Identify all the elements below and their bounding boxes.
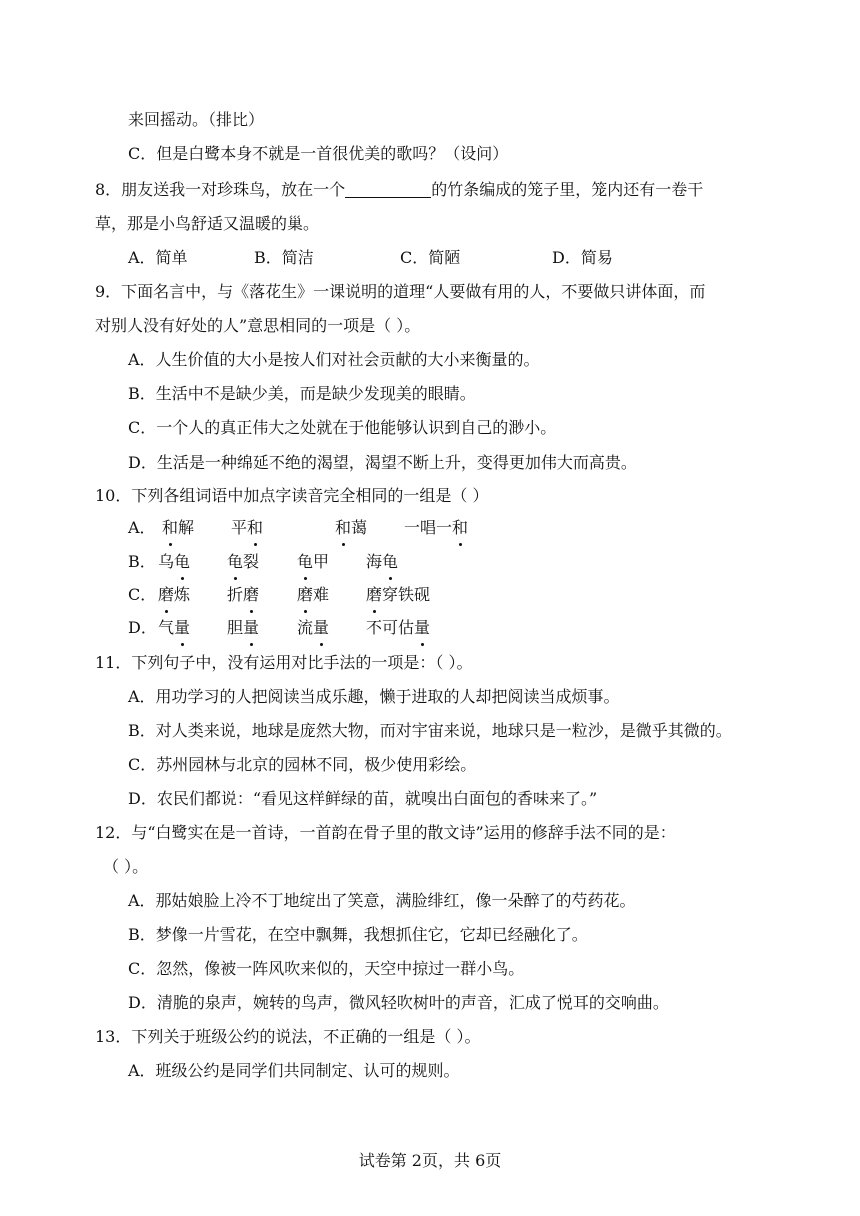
word-1: 气量 <box>158 618 191 637</box>
dotted-character: 量 <box>414 618 431 637</box>
dotted-character: 量 <box>174 618 191 637</box>
question-11-option-a: A．用功学习的人把阅读当成乐趣，懒于进取的人却把阅读当成烦事。 <box>128 687 620 706</box>
question-12-option-d: D．清脆的泉声，婉转的鸟声，微风轻吹树叶的声音，汇成了悦耳的交响曲。 <box>128 993 669 1012</box>
question-12-stem-line2: （ ）。 <box>103 857 149 876</box>
dotted-character: 龟 <box>174 552 191 571</box>
page-footer: 试卷第 2页，共 6页 <box>358 1151 502 1170</box>
word-3: 和蔼 <box>335 518 368 537</box>
question-11-stem: 11．下列句子中，没有运用对比手法的一项是：（ ）。 <box>95 653 473 672</box>
option-label: C． <box>128 585 157 604</box>
question-13-option-a: A．班级公约是同学们共同制定、认可的规则。 <box>128 1061 460 1080</box>
dotted-character: 量 <box>243 618 260 637</box>
question-9-option-d: D．生活是一种绵延不绝的渴望，渴望不断上升，变得更加伟大而高贵。 <box>128 453 637 472</box>
question-12-option-a: A．那姑娘脸上冷不丁地绽出了笑意，满脸绯红，像一朵醉了的芍药花。 <box>128 891 636 910</box>
dotted-character: 磨 <box>158 585 175 604</box>
dotted-character: 磨 <box>243 585 260 604</box>
word-4: 一唱一和 <box>404 518 469 537</box>
word-1: 和解 <box>162 518 195 537</box>
question-12-stem-line1: 12．与“白鹭实在是一首诗，一首韵在骨子里的散文诗”运用的修辞手法不同的是： <box>95 823 676 842</box>
word-2: 折磨 <box>227 585 260 604</box>
dotted-character: 龟 <box>227 552 244 571</box>
word-2: 胆量 <box>227 618 260 637</box>
word-4: 磨穿铁砚 <box>366 585 431 604</box>
question-9-stem-line1: 9．下面名言中，与《落花生》一课说明的道理“人要做有用的人，不要做只讲体面，而 <box>95 282 706 301</box>
question-13-stem: 13．下列关于班级公约的说法，不正确的一组是（ ）。 <box>95 1027 481 1046</box>
dotted-character: 龟 <box>382 552 399 571</box>
question-8-stem-part2: 的竹条编成的笼子里，笼内还有一卷干 <box>431 180 704 199</box>
question-11-option-c: C．苏州园林与北京的园林不同，极少使用彩绘。 <box>128 755 477 774</box>
question-11-option-b: B．对人类来说，地球是庞然大物，而对宇宙来说，地球只是一粒沙，是微乎其微的。 <box>128 721 732 740</box>
question-12-option-b: B．梦像一片雪花，在空中飘舞，我想抓住它，它却已经融化了。 <box>128 925 588 944</box>
option-label: B． <box>128 552 156 571</box>
option-b: B．简洁 <box>254 248 314 267</box>
question-11-option-d: D．农民们都说：“看见这样鲜绿的苗，就嗅出白面包的香味来了。” <box>128 789 598 808</box>
answer-blank <box>345 181 431 198</box>
question-9-stem-line2: 对别人没有好处的人”意思相同的一项是（ ）。 <box>95 316 421 335</box>
dotted-character: 磨 <box>366 585 383 604</box>
word-2: 平和 <box>231 518 264 537</box>
word-2: 龟裂 <box>227 552 260 571</box>
question-10-stem: 10．下列各组词语中加点字读音完全相同的一组是（ ） <box>95 486 489 505</box>
option-label: A． <box>128 518 156 537</box>
word-3: 磨难 <box>297 585 330 604</box>
prev-question-continuation: 来回摇动。（排比） <box>128 110 265 129</box>
prev-question-option-c: C．但是白鹭本身不就是一首很优美的歌吗？（设问） <box>128 144 509 163</box>
dotted-character: 和 <box>247 518 264 537</box>
question-9-option-c: C．一个人的真正伟大之处就在于他能够认识到自己的渺小。 <box>128 418 557 437</box>
option-c: C．简陋 <box>400 248 461 267</box>
word-4: 不可估量 <box>366 618 431 637</box>
word-3: 流量 <box>297 618 330 637</box>
question-8-stem-part1: 8．朋友送我一对珍珠鸟，放在一个 <box>95 180 346 199</box>
dotted-character: 磨 <box>297 585 314 604</box>
question-9-option-b: B．生活中不是缺少美，而是缺少发现美的眼睛。 <box>128 384 476 403</box>
word-4: 海龟 <box>366 552 399 571</box>
option-d: D．简易 <box>552 248 613 267</box>
word-1: 磨炼 <box>158 585 191 604</box>
word-1: 乌龟 <box>158 552 191 571</box>
option-a: A．简单 <box>128 248 188 267</box>
question-8-stem-line1 <box>95 179 703 201</box>
word-3: 龟甲 <box>297 552 330 571</box>
dotted-character: 量 <box>313 618 330 637</box>
dotted-character: 和 <box>335 518 352 537</box>
dotted-character: 龟 <box>297 552 314 571</box>
question-12-option-c: C．忽然，像被一阵风吹来似的，天空中掠过一群小鸟。 <box>128 959 525 978</box>
question-8-stem-line2: 草，那是小鸟舒适又温暖的巢。 <box>95 214 320 233</box>
dotted-character: 和 <box>162 518 179 537</box>
question-9-option-a: A．人生价值的大小是按人们对社会贡献的大小来衡量的。 <box>128 350 540 369</box>
option-label: D． <box>128 618 157 637</box>
dotted-character: 和 <box>452 518 469 537</box>
